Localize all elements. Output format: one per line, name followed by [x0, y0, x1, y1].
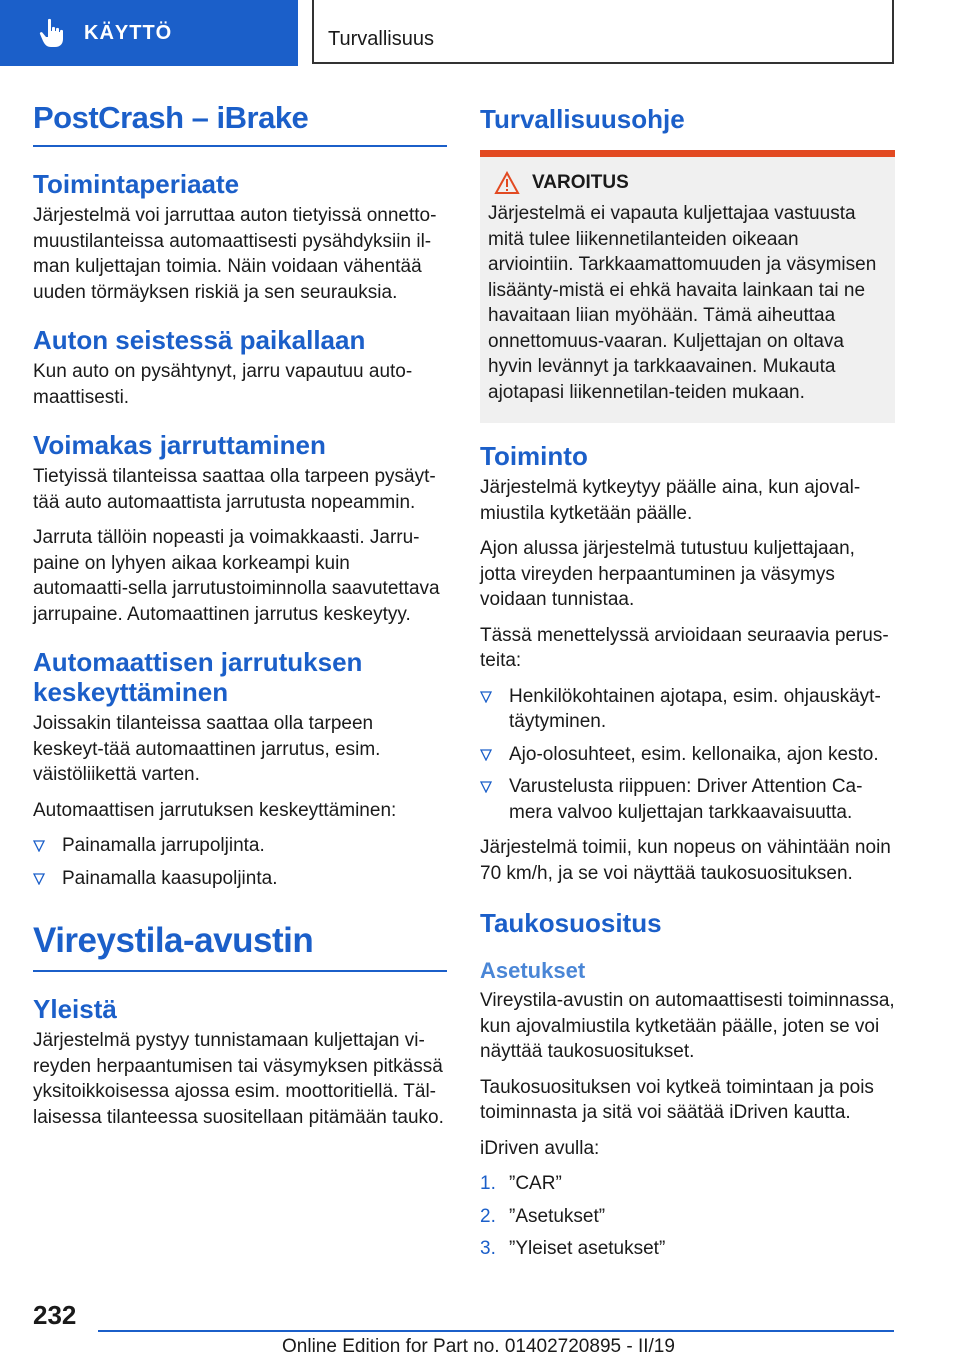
voimakas-text-1: Tietyissä tilanteissa saattaa olla tarpeen pysäyt-tää auto automaattista jarrutusta nopeammin. [33, 466, 436, 513]
asetukset-text-3: iDriven avulla: [480, 1137, 600, 1159]
step-text: ”Yleiset asetukset” [509, 1238, 666, 1259]
step-item [480, 1171, 895, 1197]
list-item-text: Ajo-olosuhteet, esim. kellonaika, ajon kesto. [509, 743, 879, 765]
warning-triangle-icon [494, 171, 520, 195]
idrive-steps [480, 1171, 895, 1262]
yleista-heading: Yleistä [33, 994, 117, 1024]
chapter-tab-label: KÄYTTÖ [84, 21, 173, 44]
list-item-text: Varustelusta riippuen: Driver Attention Ca-mera valvoo kuljettajan tarkkaavaisuutta. [509, 776, 863, 823]
step-number: 1. [480, 1173, 496, 1194]
toiminto-list [480, 684, 895, 826]
taukosuositus-heading: Taukosuositus [480, 908, 662, 938]
page-number: 232 [33, 1300, 77, 1330]
list-item-text: Painamalla jarrupoljinta. [62, 835, 265, 856]
step-item [480, 1204, 895, 1230]
warning-box [480, 150, 895, 423]
voimakas-heading: Voimakas jarruttaminen [33, 430, 326, 460]
right-column [480, 100, 895, 1272]
list-item [480, 742, 895, 768]
chapter-tab [0, 0, 298, 66]
list-item [33, 866, 447, 892]
list-item [480, 684, 895, 735]
asetukset-heading: Asetukset [480, 958, 586, 983]
yleista-text: Järjestelmä pystyy tunnistamaan kuljettajan vi-reyden herpaantumisen tai väsymyksen pitkässä yksitoikkoisessa ajossa esim. moottoritiellä. Täl-laisessa tilanteessa suositellaan pitämään tauko. [33, 1030, 444, 1128]
left-column [33, 100, 447, 1140]
turvallisuusohje-title: Turvallisuusohje [480, 104, 685, 134]
list-item [33, 833, 447, 859]
warning-label: VAROITUS [532, 172, 629, 193]
toiminto-text-2: Ajon alussa järjestelmä tutustuu kuljettajaan, jotta vireyden herpaantuminen ja väsymys voidaan tunnistaa. [480, 538, 855, 610]
hand-pointer-icon [36, 17, 68, 49]
seistessa-heading: Auton seistessä paikallaan [33, 325, 366, 355]
list-item-text: Painamalla kaasupoljinta. [62, 867, 278, 889]
triangle-bullet-icon [480, 781, 492, 793]
keskeyttaminen-heading: Automaattisen jarrutuksen keskeyttäminen [33, 647, 363, 707]
toiminto-text-1: Järjestelmä kytkeytyy päälle aina, kun ajoval-miustila kytketään päälle. [480, 477, 861, 524]
step-text: ”Asetukset” [509, 1205, 606, 1227]
keskeyttaminen-list [33, 833, 447, 891]
toiminto-text-4: Järjestelmä toimii, kun nopeus on vähintään noin 70 km/h, ja se voi näyttää taukosuosituksen. [480, 837, 891, 884]
vireystila-title: Vireystila-avustin [33, 921, 447, 972]
step-text: ”CAR” [509, 1173, 562, 1194]
triangle-bullet-icon [480, 691, 492, 703]
step-number: 2. [480, 1205, 496, 1227]
footer-divider [98, 1330, 894, 1332]
toimintaperiaate-heading: Toimintaperiaate [33, 169, 240, 199]
warning-text: Järjestelmä ei vapauta kuljettajaa vastuusta mitä tulee liikennetilanteiden oikeaan arviointiin. Tarkkaamattomuuden ja väsymisen lisäänty-mistä ei ehkä havaita lainkaan tai ne havaitaan liian myöhään. Tämä aiheuttaa onnettomuus-vaaran. Kuljettajan on oltava hyvin levännyt ja tarkkaavainen. Mukauta ajotapasi liikennetilan-teiden mukaan. [488, 203, 877, 403]
list-item [480, 774, 895, 825]
toimintaperiaate-text: Järjestelmä voi jarruttaa auton tietyissä onnetto-muustilanteissa automaattisesti pysähdyksiin il-man kuljettajan toimia. Näin voidaan vähentää uuden törmäyksen riskiä ja sen seurauksia. [33, 205, 437, 303]
keskeyttaminen-text-1: Joissakin tilanteissa saattaa olla tarpeen keskeyt-tää automaattinen jarrutus, esim. väistöliikettä varten. [33, 713, 381, 785]
edition-text: Online Edition for Part no. 01402720895 - II/19 [282, 1336, 675, 1357]
postcrash-title: PostCrash – iBrake [33, 100, 447, 147]
asetukset-text-1: Vireystila-avustin on automaattisesti toiminnassa, kun ajovalmiustila kytketään päälle, joten se voi näyttää taukosuositukset. [480, 990, 895, 1062]
keskeyttaminen-text-2: Automaattisen jarrutuksen keskeyttäminen: [33, 799, 397, 821]
list-item-text: Henkilökohtainen ajotapa, esim. ohjauskäyt-täytyminen. [509, 685, 881, 732]
triangle-bullet-icon [33, 840, 45, 852]
section-title: Turvallisuus [312, 0, 894, 64]
toiminto-heading: Toiminto [480, 441, 588, 471]
triangle-bullet-icon [33, 873, 45, 885]
toiminto-text-3: Tässä menettelyssä arvioidaan seuraavia perus-teita: [480, 624, 889, 671]
step-number: 3. [480, 1238, 496, 1259]
step-item [480, 1236, 895, 1262]
triangle-bullet-icon [480, 749, 492, 761]
seistessa-text: Kun auto on pysähtynyt, jarru vapautuu auto-maattisesti. [33, 361, 413, 408]
asetukset-text-2: Taukosuosituksen voi kytkeä toimintaan ja pois toiminnasta ja sitä voi säätää iDriven kautta. [480, 1076, 874, 1123]
voimakas-text-2: Jarruta tällöin nopeasti ja voimakkaasti. Jarru-paine on lyhyen aikaa korkeampi kuin automaatti-sella jarrutustoiminnolla saavutettava jarrupaine. Automaattinen jarrutus keskeytyy. [33, 527, 440, 625]
warning-title [488, 171, 887, 195]
